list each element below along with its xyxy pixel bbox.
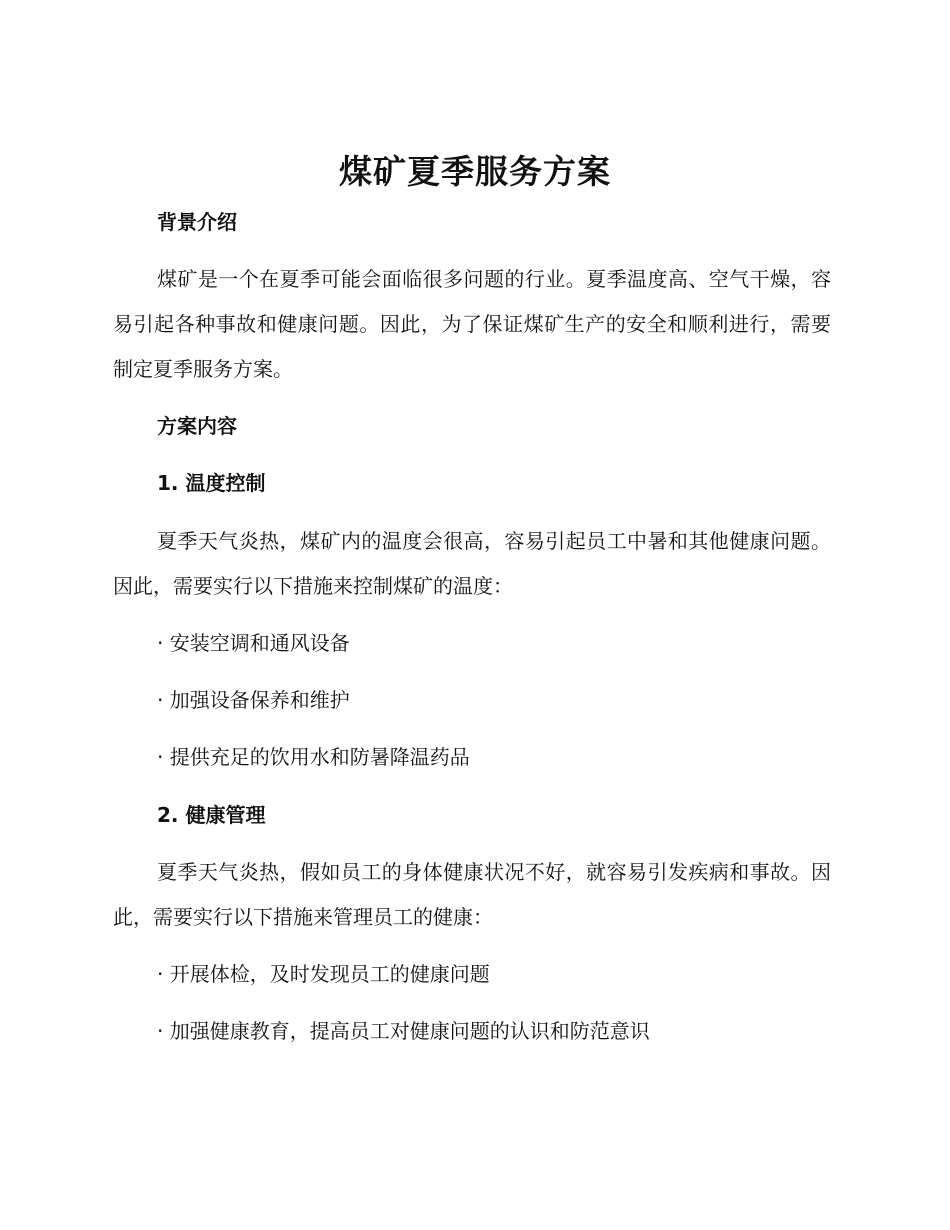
section-heading-plan-content: 方案内容 bbox=[157, 414, 237, 438]
section-heading-temperature-control: 1. 温度控制 bbox=[157, 471, 266, 495]
document-title: 煤矿夏季服务方案 bbox=[339, 152, 611, 191]
section-heading-background: 背景介绍 bbox=[157, 210, 237, 234]
list-item: · 加强设备保养和维护 bbox=[157, 688, 350, 712]
temperature-control-paragraph: 夏季天气炎热，煤矿内的温度会很高，容易引起员工中暑和其他健康问题。因此，需要实行以下措施来控制煤矿的温度： bbox=[113, 529, 831, 598]
health-management-paragraph: 夏季天气炎热，假如员工的身体健康状况不好，就容易引发疾病和事故。因此，需要实行以下措施来管理员工的健康： bbox=[113, 860, 831, 929]
list-item: · 安装空调和通风设备 bbox=[157, 631, 350, 655]
list-item: · 提供充足的饮用水和防暑降温药品 bbox=[157, 745, 470, 769]
background-paragraph: 煤矿是一个在夏季可能会面临很多问题的行业。夏季温度高、空气干燥，容易引起各种事故和健康问题。因此，为了保证煤矿生产的安全和顺利进行，需要制定夏季服务方案。 bbox=[113, 267, 831, 381]
list-item: · 加强健康教育，提高员工对健康问题的认识和防范意识 bbox=[157, 1019, 650, 1043]
list-item: · 开展体检，及时发现员工的健康问题 bbox=[157, 962, 490, 986]
section-heading-health-management: 2. 健康管理 bbox=[157, 803, 266, 827]
